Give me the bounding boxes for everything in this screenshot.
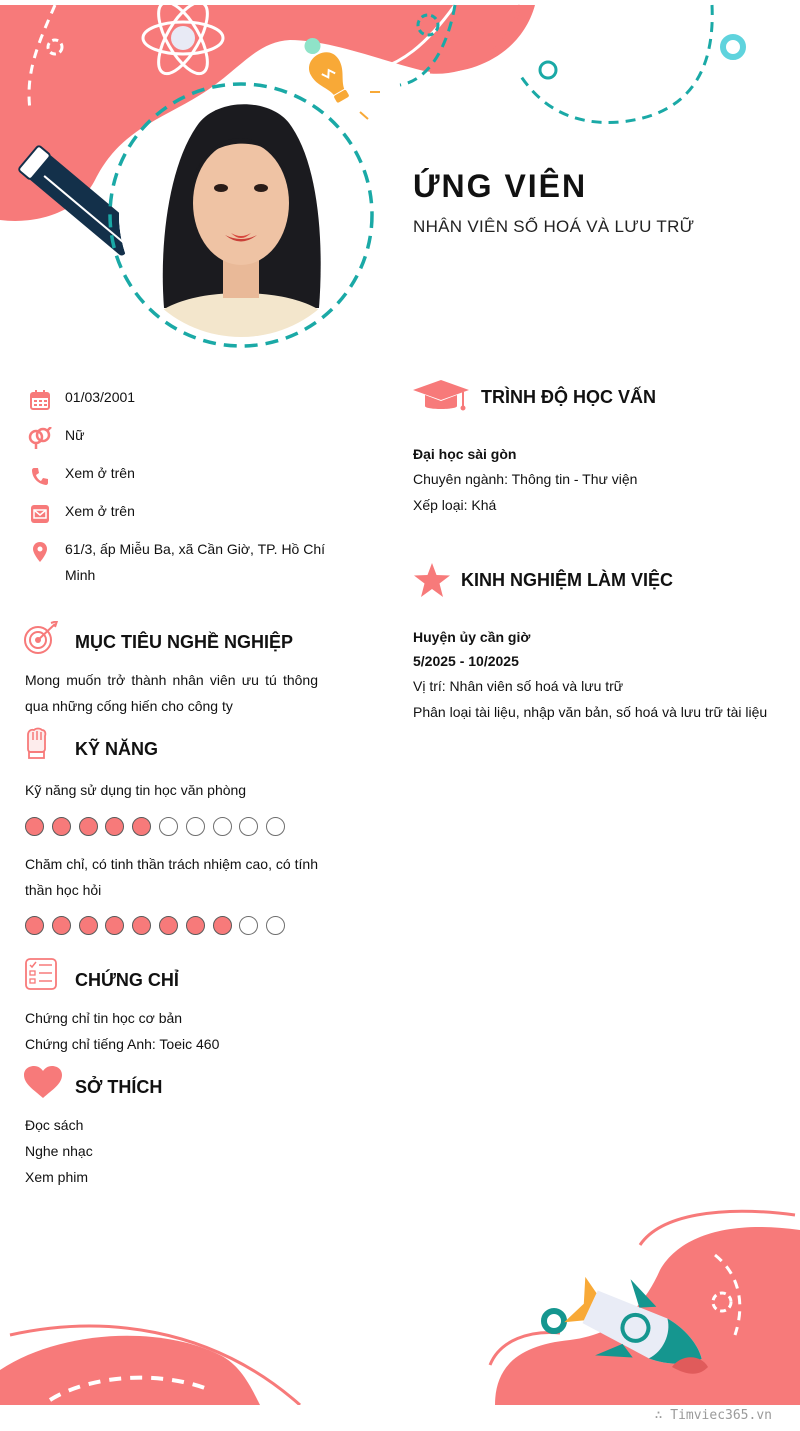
rating-dot-filled [25, 916, 44, 935]
candidate-role: NHÂN VIÊN SỐ HOÁ VÀ LƯU TRỮ [413, 217, 695, 236]
candidate-name: ỨNG VIÊN [413, 168, 588, 204]
gender-icon [28, 426, 52, 450]
rating-dot-filled [132, 916, 151, 935]
graduation-cap-icon [413, 380, 469, 414]
rating-dot-empty [239, 817, 258, 836]
address-text: 61/3, ấp Miễu Ba, xã Cần Giờ, TP. Hồ Chí Minh [65, 541, 326, 583]
skill-2-name: Chăm chỉ, có tinh thần trách nhiệm cao, có tính thần học hỏi [25, 856, 318, 898]
birthdate-text: 01/03/2001 [65, 389, 136, 405]
info-phone [28, 464, 328, 488]
experience-period: 5/2025 - 10/2025 [413, 653, 519, 669]
objective-title: MỤC TIÊU NGHỀ NGHIỆP [75, 632, 294, 652]
hobby-item: Xem phim [25, 1169, 89, 1185]
calendar-icon [28, 388, 52, 412]
info-birthdate [28, 388, 328, 412]
education-major: Chuyên ngành: Thông tin - Thư viện [413, 471, 638, 487]
rating-dot-filled [105, 817, 124, 836]
location-icon [28, 540, 52, 564]
rating-dot-empty [239, 916, 258, 935]
skill-1-rating [25, 817, 285, 836]
rating-dot-empty [213, 817, 232, 836]
education-grade: Xếp loại: Khá [413, 497, 497, 513]
certificates-title: CHỨNG CHỈ [75, 970, 179, 990]
email-icon [28, 502, 52, 526]
rating-dot-filled [79, 916, 98, 935]
phone-icon [28, 464, 52, 488]
rating-dot-filled [52, 817, 71, 836]
hobbies-title: SỞ THÍCH [75, 1077, 163, 1097]
footer-decoration [0, 1195, 800, 1431]
star-icon [414, 563, 450, 597]
hobby-item: Nghe nhạc [25, 1143, 93, 1159]
experience-description: Phân loại tài liệu, nhập văn bản, số hoá và lưu trữ tài liệu [413, 704, 768, 720]
rating-dot-filled [79, 817, 98, 836]
rating-dot-empty [266, 916, 285, 935]
phone-text: Xem ở trên [65, 465, 135, 481]
rating-dot-filled [186, 916, 205, 935]
rating-dot-filled [213, 916, 232, 935]
experience-company: Huyện ủy cần giờ [413, 629, 531, 645]
skill-2-rating [25, 916, 285, 935]
target-icon [24, 621, 60, 655]
objective-text: Mong muốn trở thành nhân viên ưu tú thông qua những cống hiến cho công ty [25, 672, 318, 714]
candidate-photo [119, 93, 363, 337]
experience-title: KINH NGHIỆM LÀM VIỆC [461, 570, 674, 590]
email-text: Xem ở trên [65, 503, 135, 519]
certificate-item: Chứng chỉ tiếng Anh: Toeic 460 [25, 1036, 220, 1052]
info-address [28, 540, 328, 588]
education-school: Đại học sài gòn [413, 446, 517, 462]
heart-icon [24, 1066, 62, 1098]
experience-position: Vị trí: Nhân viên số hoá và lưu trữ [413, 678, 624, 694]
skills-title: KỸ NĂNG [75, 739, 159, 759]
gender-text: Nữ [65, 427, 85, 443]
fist-icon [25, 727, 47, 759]
rating-dot-filled [159, 916, 178, 935]
rating-dot-filled [132, 817, 151, 836]
rating-dot-filled [25, 817, 44, 836]
certificate-item: Chứng chỉ tin học cơ bản [25, 1010, 183, 1026]
hobby-item: Đọc sách [25, 1117, 84, 1133]
watermark-text[interactable]: ∴ Timviec365.vn [654, 1408, 772, 1423]
rating-dot-empty [266, 817, 285, 836]
rating-dot-filled [105, 916, 124, 935]
rating-dot-empty [186, 817, 205, 836]
skill-1-name: Kỹ năng sử dụng tin học văn phòng [25, 782, 247, 798]
rating-dot-empty [159, 817, 178, 836]
info-gender [28, 426, 328, 450]
checklist-icon [25, 958, 57, 990]
info-email [28, 502, 328, 526]
education-title: TRÌNH ĐỘ HỌC VẤN [481, 387, 656, 407]
rating-dot-filled [52, 916, 71, 935]
